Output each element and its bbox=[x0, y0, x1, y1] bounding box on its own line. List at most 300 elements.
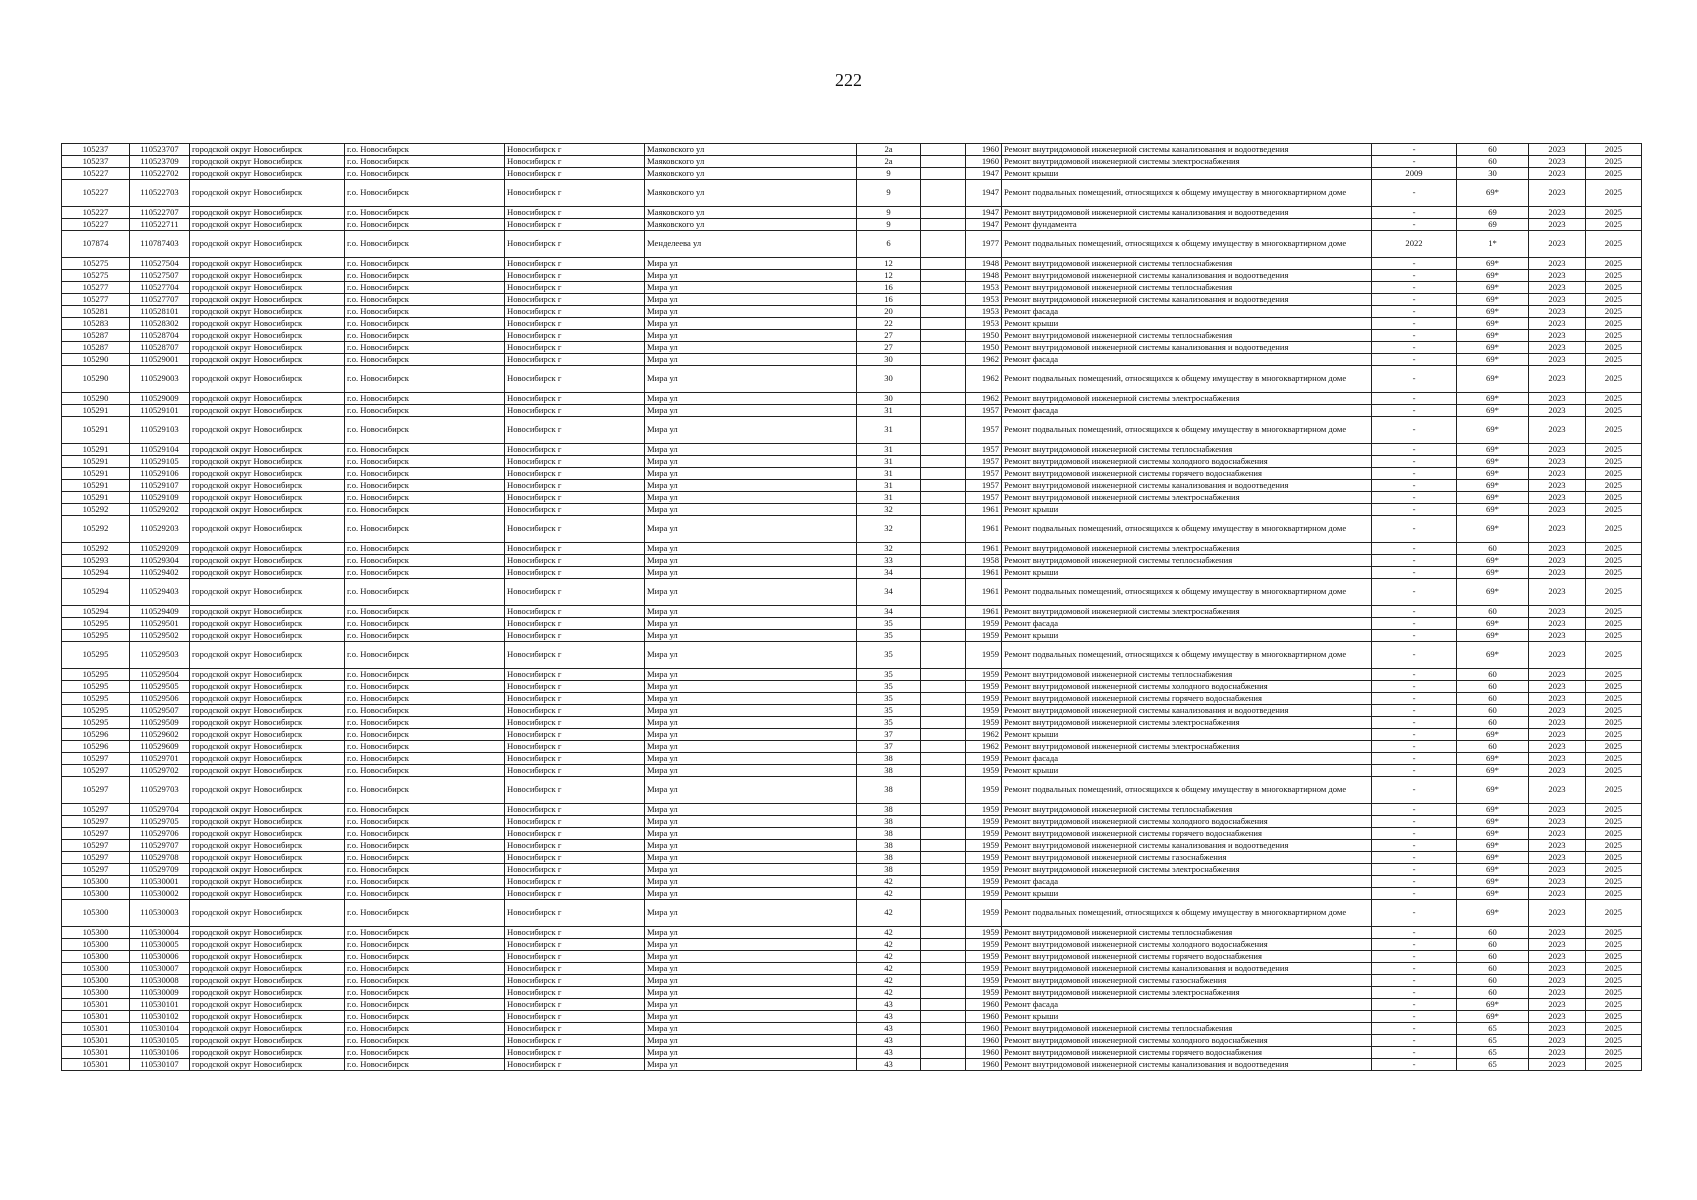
table-row bbox=[62, 156, 1642, 168]
cell-house-number: 9 bbox=[857, 219, 921, 231]
cell-work-id: 110529103 bbox=[130, 417, 190, 444]
cell-house-id: 105292 bbox=[62, 504, 130, 516]
cell-last-repair-year: - bbox=[1372, 207, 1457, 219]
table-row bbox=[62, 516, 1642, 543]
cell-plan-end-year: 2025 bbox=[1586, 888, 1642, 900]
cell-settlement: Новосибирск г bbox=[505, 1047, 645, 1059]
cell-work-type: Ремонт внутридомовой инженерной системы канализования и водоотведения bbox=[1002, 840, 1372, 852]
cell-urban-district: г.о. Новосибирск bbox=[345, 330, 505, 342]
cell-building bbox=[921, 864, 966, 876]
cell-work-id: 110530106 bbox=[130, 1047, 190, 1059]
cell-work-id: 110530105 bbox=[130, 1035, 190, 1047]
cell-house-number: 42 bbox=[857, 963, 921, 975]
cell-year-built: 1962 bbox=[966, 354, 1002, 366]
cell-last-repair-year: - bbox=[1372, 999, 1457, 1011]
cell-last-repair-year: 2009 bbox=[1372, 168, 1457, 180]
cell-house-id: 105277 bbox=[62, 294, 130, 306]
cell-work-type: Ремонт крыши bbox=[1002, 567, 1372, 579]
table-row bbox=[62, 393, 1642, 405]
table-row bbox=[62, 456, 1642, 468]
cell-house-number: 43 bbox=[857, 1011, 921, 1023]
cell-street: Мира ул bbox=[645, 900, 857, 927]
cell-settlement: Новосибирск г bbox=[505, 939, 645, 951]
cell-last-repair-year: - bbox=[1372, 516, 1457, 543]
cell-last-repair-year: - bbox=[1372, 777, 1457, 804]
cell-settlement: Новосибирск г bbox=[505, 804, 645, 816]
cell-municipality: городской округ Новосибирск bbox=[190, 318, 345, 330]
cell-house-id: 105227 bbox=[62, 207, 130, 219]
cell-municipality: городской округ Новосибирск bbox=[190, 258, 345, 270]
cell-urban-district: г.о. Новосибирск bbox=[345, 618, 505, 630]
cell-building bbox=[921, 741, 966, 753]
table-row bbox=[62, 1059, 1642, 1071]
cell-wear-percent: 69* bbox=[1457, 480, 1529, 492]
cell-municipality: городской округ Новосибирск bbox=[190, 876, 345, 888]
cell-work-id: 110529402 bbox=[130, 567, 190, 579]
cell-last-repair-year: - bbox=[1372, 705, 1457, 717]
cell-municipality: городской округ Новосибирск bbox=[190, 168, 345, 180]
cell-house-number: 38 bbox=[857, 864, 921, 876]
cell-last-repair-year: - bbox=[1372, 606, 1457, 618]
cell-house-id: 105275 bbox=[62, 258, 130, 270]
cell-last-repair-year: - bbox=[1372, 1047, 1457, 1059]
cell-work-id: 110530104 bbox=[130, 1023, 190, 1035]
cell-municipality: городской округ Новосибирск bbox=[190, 444, 345, 456]
cell-street: Мира ул bbox=[645, 480, 857, 492]
cell-plan-start-year: 2023 bbox=[1529, 330, 1586, 342]
table-row bbox=[62, 852, 1642, 864]
cell-year-built: 1957 bbox=[966, 492, 1002, 504]
cell-last-repair-year: - bbox=[1372, 306, 1457, 318]
cell-settlement: Новосибирск г bbox=[505, 693, 645, 705]
cell-urban-district: г.о. Новосибирск bbox=[345, 579, 505, 606]
cell-municipality: городской округ Новосибирск bbox=[190, 804, 345, 816]
cell-wear-percent: 69* bbox=[1457, 516, 1529, 543]
cell-work-id: 110529101 bbox=[130, 405, 190, 417]
cell-building bbox=[921, 753, 966, 765]
table-row bbox=[62, 330, 1642, 342]
cell-wear-percent: 30 bbox=[1457, 168, 1529, 180]
cell-settlement: Новосибирск г bbox=[505, 927, 645, 939]
cell-plan-start-year: 2023 bbox=[1529, 405, 1586, 417]
cell-municipality: городской округ Новосибирск bbox=[190, 354, 345, 366]
cell-plan-end-year: 2025 bbox=[1586, 318, 1642, 330]
cell-last-repair-year: - bbox=[1372, 156, 1457, 168]
cell-house-id: 105301 bbox=[62, 1035, 130, 1047]
cell-plan-start-year: 2023 bbox=[1529, 207, 1586, 219]
cell-work-id: 110530003 bbox=[130, 900, 190, 927]
cell-house-number: 31 bbox=[857, 480, 921, 492]
cell-house-id: 105275 bbox=[62, 270, 130, 282]
table-row bbox=[62, 765, 1642, 777]
cell-work-type: Ремонт внутридомовой инженерной системы электроснабжения bbox=[1002, 864, 1372, 876]
cell-work-type: Ремонт фасада bbox=[1002, 999, 1372, 1011]
table-row bbox=[62, 543, 1642, 555]
table-row bbox=[62, 618, 1642, 630]
cell-wear-percent: 60 bbox=[1457, 975, 1529, 987]
cell-house-id: 105297 bbox=[62, 777, 130, 804]
cell-plan-end-year: 2025 bbox=[1586, 567, 1642, 579]
cell-work-type: Ремонт подвальных помещений, относящихся к общему имуществу в многоквартирном доме bbox=[1002, 579, 1372, 606]
cell-work-type: Ремонт внутридомовой инженерной системы горячего водоснабжения bbox=[1002, 693, 1372, 705]
cell-settlement: Новосибирск г bbox=[505, 840, 645, 852]
cell-year-built: 1959 bbox=[966, 777, 1002, 804]
cell-house-number: 20 bbox=[857, 306, 921, 318]
cell-street: Мира ул bbox=[645, 852, 857, 864]
cell-work-type: Ремонт подвальных помещений, относящихся к общему имуществу в многоквартирном доме bbox=[1002, 777, 1372, 804]
cell-work-id: 110529003 bbox=[130, 366, 190, 393]
cell-street: Мира ул bbox=[645, 999, 857, 1011]
cell-urban-district: г.о. Новосибирск bbox=[345, 669, 505, 681]
cell-street: Мира ул bbox=[645, 816, 857, 828]
table-row bbox=[62, 927, 1642, 939]
cell-street: Мира ул bbox=[645, 579, 857, 606]
cell-building bbox=[921, 876, 966, 888]
cell-urban-district: г.о. Новосибирск bbox=[345, 630, 505, 642]
table-row bbox=[62, 900, 1642, 927]
cell-urban-district: г.о. Новосибирск bbox=[345, 180, 505, 207]
cell-municipality: городской округ Новосибирск bbox=[190, 417, 345, 444]
cell-street: Мира ул bbox=[645, 516, 857, 543]
cell-settlement: Новосибирск г bbox=[505, 219, 645, 231]
cell-house-id: 105300 bbox=[62, 963, 130, 975]
cell-wear-percent: 60 bbox=[1457, 705, 1529, 717]
cell-urban-district: г.о. Новосибирск bbox=[345, 342, 505, 354]
cell-work-id: 110529109 bbox=[130, 492, 190, 504]
cell-plan-start-year: 2023 bbox=[1529, 900, 1586, 927]
cell-settlement: Новосибирск г bbox=[505, 852, 645, 864]
cell-building bbox=[921, 1035, 966, 1047]
cell-municipality: городской округ Новосибирск bbox=[190, 717, 345, 729]
cell-municipality: городской округ Новосибирск bbox=[190, 207, 345, 219]
cell-year-built: 1947 bbox=[966, 207, 1002, 219]
cell-building bbox=[921, 951, 966, 963]
cell-municipality: городской округ Новосибирск bbox=[190, 456, 345, 468]
cell-work-id: 110529507 bbox=[130, 705, 190, 717]
cell-street: Мира ул bbox=[645, 753, 857, 765]
cell-settlement: Новосибирск г bbox=[505, 492, 645, 504]
cell-plan-start-year: 2023 bbox=[1529, 282, 1586, 294]
cell-last-repair-year: - bbox=[1372, 888, 1457, 900]
cell-last-repair-year: - bbox=[1372, 318, 1457, 330]
cell-street: Мира ул bbox=[645, 306, 857, 318]
cell-work-type: Ремонт внутридомовой инженерной системы канализования и водоотведения bbox=[1002, 1059, 1372, 1071]
cell-municipality: городской округ Новосибирск bbox=[190, 342, 345, 354]
cell-plan-end-year: 2025 bbox=[1586, 393, 1642, 405]
cell-year-built: 1957 bbox=[966, 444, 1002, 456]
cell-wear-percent: 60 bbox=[1457, 939, 1529, 951]
cell-wear-percent: 69* bbox=[1457, 729, 1529, 741]
cell-house-number: 32 bbox=[857, 516, 921, 543]
cell-street: Мира ул bbox=[645, 939, 857, 951]
cell-house-id: 105291 bbox=[62, 405, 130, 417]
cell-house-id: 105287 bbox=[62, 330, 130, 342]
cell-building bbox=[921, 468, 966, 480]
cell-wear-percent: 69* bbox=[1457, 492, 1529, 504]
cell-plan-start-year: 2023 bbox=[1529, 753, 1586, 765]
cell-last-repair-year: - bbox=[1372, 567, 1457, 579]
cell-settlement: Новосибирск г bbox=[505, 480, 645, 492]
cell-plan-end-year: 2025 bbox=[1586, 294, 1642, 306]
cell-house-id: 105291 bbox=[62, 444, 130, 456]
cell-building bbox=[921, 282, 966, 294]
repair-program-table-wrapper bbox=[61, 143, 1641, 1071]
cell-settlement: Новосибирск г bbox=[505, 963, 645, 975]
cell-year-built: 1947 bbox=[966, 219, 1002, 231]
cell-work-type: Ремонт внутридомовой инженерной системы теплоснабжения bbox=[1002, 669, 1372, 681]
cell-plan-start-year: 2023 bbox=[1529, 258, 1586, 270]
cell-municipality: городской округ Новосибирск bbox=[190, 828, 345, 840]
cell-wear-percent: 60 bbox=[1457, 669, 1529, 681]
cell-last-repair-year: - bbox=[1372, 1011, 1457, 1023]
cell-settlement: Новосибирск г bbox=[505, 330, 645, 342]
cell-house-id: 105300 bbox=[62, 975, 130, 987]
table-row bbox=[62, 294, 1642, 306]
cell-work-type: Ремонт внутридомовой инженерной системы теплоснабжения bbox=[1002, 258, 1372, 270]
cell-plan-start-year: 2023 bbox=[1529, 777, 1586, 804]
cell-street: Мира ул bbox=[645, 468, 857, 480]
cell-settlement: Новосибирск г bbox=[505, 975, 645, 987]
cell-settlement: Новосибирск г bbox=[505, 207, 645, 219]
cell-plan-start-year: 2023 bbox=[1529, 468, 1586, 480]
table-row bbox=[62, 567, 1642, 579]
cell-settlement: Новосибирск г bbox=[505, 393, 645, 405]
cell-year-built: 1960 bbox=[966, 999, 1002, 1011]
cell-plan-start-year: 2023 bbox=[1529, 168, 1586, 180]
cell-last-repair-year: - bbox=[1372, 468, 1457, 480]
cell-year-built: 1960 bbox=[966, 1047, 1002, 1059]
cell-street: Мира ул bbox=[645, 504, 857, 516]
cell-urban-district: г.о. Новосибирск bbox=[345, 294, 505, 306]
cell-street: Маяковского ул bbox=[645, 156, 857, 168]
cell-building bbox=[921, 693, 966, 705]
cell-house-number: 33 bbox=[857, 555, 921, 567]
cell-municipality: городской округ Новосибирск bbox=[190, 900, 345, 927]
cell-wear-percent: 65 bbox=[1457, 1035, 1529, 1047]
cell-plan-start-year: 2023 bbox=[1529, 231, 1586, 258]
cell-house-id: 105295 bbox=[62, 630, 130, 642]
cell-house-number: 31 bbox=[857, 492, 921, 504]
cell-urban-district: г.о. Новосибирск bbox=[345, 270, 505, 282]
cell-last-repair-year: - bbox=[1372, 939, 1457, 951]
cell-street: Мира ул bbox=[645, 456, 857, 468]
cell-work-id: 110529009 bbox=[130, 393, 190, 405]
cell-work-id: 110529001 bbox=[130, 354, 190, 366]
cell-plan-end-year: 2025 bbox=[1586, 219, 1642, 231]
cell-house-id: 105292 bbox=[62, 543, 130, 555]
cell-work-type: Ремонт внутридомовой инженерной системы электроснабжения bbox=[1002, 987, 1372, 999]
table-row bbox=[62, 606, 1642, 618]
cell-municipality: городской округ Новосибирск bbox=[190, 606, 345, 618]
cell-building bbox=[921, 606, 966, 618]
cell-house-number: 38 bbox=[857, 765, 921, 777]
cell-house-number: 16 bbox=[857, 294, 921, 306]
cell-year-built: 1961 bbox=[966, 543, 1002, 555]
cell-municipality: городской округ Новосибирск bbox=[190, 1059, 345, 1071]
cell-work-type: Ремонт фасада bbox=[1002, 306, 1372, 318]
cell-municipality: городской округ Новосибирск bbox=[190, 330, 345, 342]
cell-year-built: 1961 bbox=[966, 606, 1002, 618]
cell-last-repair-year: - bbox=[1372, 456, 1457, 468]
cell-plan-end-year: 2025 bbox=[1586, 144, 1642, 156]
cell-plan-start-year: 2023 bbox=[1529, 681, 1586, 693]
cell-work-type: Ремонт внутридомовой инженерной системы холодного водоснабжения bbox=[1002, 681, 1372, 693]
cell-work-type: Ремонт внутридомовой инженерной системы канализования и водоотведения bbox=[1002, 705, 1372, 717]
cell-plan-end-year: 2025 bbox=[1586, 741, 1642, 753]
cell-house-id: 105296 bbox=[62, 741, 130, 753]
cell-building bbox=[921, 504, 966, 516]
table-row bbox=[62, 717, 1642, 729]
cell-work-id: 110530102 bbox=[130, 1011, 190, 1023]
cell-house-number: 31 bbox=[857, 444, 921, 456]
cell-plan-end-year: 2025 bbox=[1586, 963, 1642, 975]
cell-house-id: 105300 bbox=[62, 987, 130, 999]
cell-year-built: 1960 bbox=[966, 144, 1002, 156]
cell-work-type: Ремонт подвальных помещений, относящихся к общему имуществу в многоквартирном доме bbox=[1002, 642, 1372, 669]
cell-last-repair-year: - bbox=[1372, 729, 1457, 741]
cell-wear-percent: 69* bbox=[1457, 342, 1529, 354]
cell-house-id: 105237 bbox=[62, 156, 130, 168]
cell-urban-district: г.о. Новосибирск bbox=[345, 282, 505, 294]
cell-wear-percent: 60 bbox=[1457, 717, 1529, 729]
cell-last-repair-year: - bbox=[1372, 258, 1457, 270]
cell-work-type: Ремонт внутридомовой инженерной системы канализования и водоотведения bbox=[1002, 144, 1372, 156]
cell-building bbox=[921, 405, 966, 417]
cell-urban-district: г.о. Новосибирск bbox=[345, 939, 505, 951]
cell-house-number: 38 bbox=[857, 816, 921, 828]
cell-house-id: 105227 bbox=[62, 168, 130, 180]
cell-last-repair-year: - bbox=[1372, 219, 1457, 231]
cell-street: Мира ул bbox=[645, 927, 857, 939]
cell-building bbox=[921, 492, 966, 504]
cell-building bbox=[921, 1059, 966, 1071]
cell-year-built: 1959 bbox=[966, 987, 1002, 999]
cell-work-type: Ремонт фасада bbox=[1002, 753, 1372, 765]
cell-house-number: 43 bbox=[857, 999, 921, 1011]
cell-work-type: Ремонт подвальных помещений, относящихся к общему имуществу в многоквартирном доме bbox=[1002, 366, 1372, 393]
cell-municipality: городской округ Новосибирск bbox=[190, 975, 345, 987]
cell-work-id: 110529706 bbox=[130, 828, 190, 840]
cell-building bbox=[921, 1011, 966, 1023]
cell-plan-start-year: 2023 bbox=[1529, 1023, 1586, 1035]
cell-urban-district: г.о. Новосибирск bbox=[345, 393, 505, 405]
cell-year-built: 1961 bbox=[966, 516, 1002, 543]
cell-work-id: 110529502 bbox=[130, 630, 190, 642]
cell-house-id: 105300 bbox=[62, 939, 130, 951]
cell-urban-district: г.о. Новосибирск bbox=[345, 606, 505, 618]
cell-settlement: Новосибирск г bbox=[505, 282, 645, 294]
cell-street: Мира ул bbox=[645, 864, 857, 876]
cell-wear-percent: 69* bbox=[1457, 444, 1529, 456]
cell-plan-end-year: 2025 bbox=[1586, 777, 1642, 804]
table-row bbox=[62, 777, 1642, 804]
cell-plan-start-year: 2023 bbox=[1529, 354, 1586, 366]
cell-work-type: Ремонт фундамента bbox=[1002, 219, 1372, 231]
table-row bbox=[62, 975, 1642, 987]
cell-urban-district: г.о. Новосибирск bbox=[345, 717, 505, 729]
cell-plan-start-year: 2023 bbox=[1529, 963, 1586, 975]
cell-wear-percent: 65 bbox=[1457, 1059, 1529, 1071]
cell-work-id: 110529203 bbox=[130, 516, 190, 543]
cell-wear-percent: 69* bbox=[1457, 456, 1529, 468]
cell-plan-start-year: 2023 bbox=[1529, 828, 1586, 840]
cell-wear-percent: 69* bbox=[1457, 555, 1529, 567]
table-row bbox=[62, 987, 1642, 999]
cell-plan-end-year: 2025 bbox=[1586, 753, 1642, 765]
cell-work-id: 110529509 bbox=[130, 717, 190, 729]
cell-house-number: 9 bbox=[857, 168, 921, 180]
cell-house-id: 105294 bbox=[62, 567, 130, 579]
cell-work-id: 110523707 bbox=[130, 144, 190, 156]
cell-urban-district: г.о. Новосибирск bbox=[345, 504, 505, 516]
table-row bbox=[62, 468, 1642, 480]
cell-municipality: городской округ Новосибирск bbox=[190, 618, 345, 630]
cell-work-type: Ремонт внутридомовой инженерной системы холодного водоснабжения bbox=[1002, 939, 1372, 951]
cell-wear-percent: 60 bbox=[1457, 681, 1529, 693]
cell-work-id: 110530006 bbox=[130, 951, 190, 963]
cell-wear-percent: 69* bbox=[1457, 354, 1529, 366]
cell-wear-percent: 69* bbox=[1457, 852, 1529, 864]
cell-street: Маяковского ул bbox=[645, 144, 857, 156]
cell-house-id: 105301 bbox=[62, 1059, 130, 1071]
cell-settlement: Новосибирск г bbox=[505, 753, 645, 765]
cell-settlement: Новосибирск г bbox=[505, 642, 645, 669]
table-row bbox=[62, 366, 1642, 393]
cell-municipality: городской округ Новосибирск bbox=[190, 219, 345, 231]
cell-settlement: Новосибирск г bbox=[505, 900, 645, 927]
cell-municipality: городской округ Новосибирск bbox=[190, 492, 345, 504]
cell-house-id: 105295 bbox=[62, 642, 130, 669]
cell-house-number: 34 bbox=[857, 567, 921, 579]
cell-plan-end-year: 2025 bbox=[1586, 579, 1642, 606]
cell-year-built: 1957 bbox=[966, 480, 1002, 492]
table-row bbox=[62, 999, 1642, 1011]
cell-last-repair-year: - bbox=[1372, 543, 1457, 555]
cell-urban-district: г.о. Новосибирск bbox=[345, 567, 505, 579]
cell-street: Мира ул bbox=[645, 543, 857, 555]
cell-last-repair-year: - bbox=[1372, 669, 1457, 681]
cell-last-repair-year: - bbox=[1372, 393, 1457, 405]
cell-house-number: 31 bbox=[857, 417, 921, 444]
cell-house-number: 27 bbox=[857, 330, 921, 342]
table-row bbox=[62, 963, 1642, 975]
cell-house-number: 35 bbox=[857, 693, 921, 705]
cell-street: Маяковского ул bbox=[645, 219, 857, 231]
cell-house-id: 105290 bbox=[62, 354, 130, 366]
cell-municipality: городской округ Новосибирск bbox=[190, 555, 345, 567]
cell-house-number: 31 bbox=[857, 405, 921, 417]
cell-wear-percent: 65 bbox=[1457, 1047, 1529, 1059]
cell-house-id: 105291 bbox=[62, 417, 130, 444]
cell-plan-start-year: 2023 bbox=[1529, 864, 1586, 876]
table-row bbox=[62, 168, 1642, 180]
cell-house-id: 105301 bbox=[62, 999, 130, 1011]
cell-urban-district: г.о. Новосибирск bbox=[345, 444, 505, 456]
cell-house-id: 105300 bbox=[62, 951, 130, 963]
cell-work-id: 110529304 bbox=[130, 555, 190, 567]
cell-house-id: 105293 bbox=[62, 555, 130, 567]
cell-plan-end-year: 2025 bbox=[1586, 705, 1642, 717]
cell-wear-percent: 69* bbox=[1457, 282, 1529, 294]
cell-wear-percent: 69* bbox=[1457, 765, 1529, 777]
cell-house-id: 105295 bbox=[62, 618, 130, 630]
cell-settlement: Новосибирск г bbox=[505, 888, 645, 900]
cell-wear-percent: 69* bbox=[1457, 777, 1529, 804]
cell-settlement: Новосибирск г bbox=[505, 567, 645, 579]
cell-municipality: городской округ Новосибирск bbox=[190, 294, 345, 306]
cell-urban-district: г.о. Новосибирск bbox=[345, 456, 505, 468]
cell-municipality: городской округ Новосибирск bbox=[190, 951, 345, 963]
